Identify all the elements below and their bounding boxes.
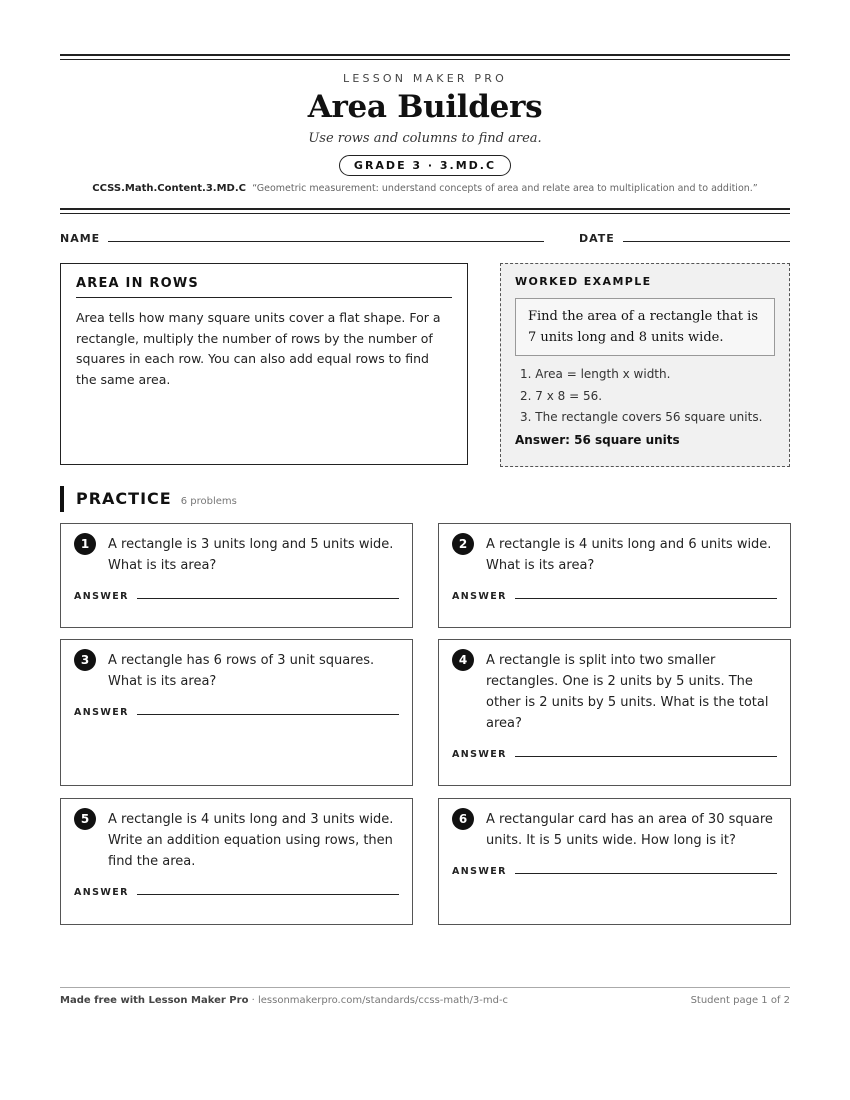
- answer-label: ANSWER: [74, 887, 129, 898]
- answer-row: [452, 591, 777, 602]
- worked-example-step: 2. 7 x 8 = 56.: [520, 388, 603, 403]
- answer-row: [452, 749, 777, 760]
- name-label: NAME: [60, 232, 101, 245]
- practice-heading: [60, 486, 790, 512]
- answer-label: ANSWER: [74, 591, 129, 602]
- practice-count: 6 problems: [180, 496, 237, 507]
- answer-label: ANSWER: [452, 749, 507, 760]
- brand-name: LESSON MAKER PRO: [343, 72, 507, 85]
- problem-number-badge: 6: [452, 808, 474, 830]
- intro-section: [60, 263, 790, 467]
- answer-field[interactable]: [137, 894, 399, 895]
- problem-card-2: [438, 523, 791, 628]
- problem-number-badge: 3: [74, 649, 96, 671]
- standard-description: “Geometric measurement: understand concepts of area and relate area to multiplication and to addition.”: [252, 183, 758, 194]
- problem-number-badge: 4: [452, 649, 474, 671]
- page-title: Area Builders: [307, 89, 543, 125]
- footer-made-with: Made free with Lesson Maker Pro: [60, 995, 249, 1006]
- concept-body: Area tells how many square units cover a flat shape. For a rectangle, multiply the number of rows by the number of squares in each row. You can also add equal rows to find the same area.: [76, 310, 441, 387]
- worked-example-step: 3. The rectangle covers 56 square units.: [520, 410, 763, 424]
- problem-text: A rectangular card has an area of 30 square units. It is 5 units wide. How long is it?: [486, 812, 773, 848]
- concept-box: [60, 263, 468, 465]
- date-label: DATE: [579, 232, 615, 245]
- answer-row: [452, 866, 777, 877]
- problem-card-1: [60, 523, 413, 628]
- problem-number-badge: 1: [74, 533, 96, 555]
- practice-title: PRACTICE: [76, 489, 172, 508]
- concept-heading: AREA IN ROWS: [76, 276, 452, 298]
- problem-grid: [60, 523, 790, 925]
- standard-code: CCSS.Math.Content.3.MD.C: [92, 183, 246, 194]
- problem-number-badge: 2: [452, 533, 474, 555]
- footer-credit: [60, 995, 508, 1006]
- answer-field[interactable]: [137, 714, 399, 715]
- page-subtitle: Use rows and columns to find area.: [308, 131, 542, 146]
- problem-text: A rectangle is 3 units long and 5 units wide. What is its area?: [108, 537, 394, 573]
- answer-field[interactable]: [137, 598, 399, 599]
- worksheet-header: [60, 72, 790, 194]
- answer-label: ANSWER: [74, 707, 129, 718]
- worked-example-steps: [515, 364, 775, 429]
- worked-example-answer: Answer: 56 square units: [515, 432, 680, 447]
- header-rule-top: [60, 54, 790, 60]
- answer-label: ANSWER: [452, 866, 507, 877]
- header-rule-bottom: [60, 208, 790, 214]
- worked-example-step: 1. Area = length x width.: [520, 367, 671, 381]
- answer-row: [74, 707, 399, 718]
- page-footer: [60, 987, 790, 1006]
- answer-label: ANSWER: [452, 591, 507, 602]
- answer-field[interactable]: [515, 756, 777, 757]
- problem-text: A rectangle has 6 rows of 3 unit squares. What is its area?: [108, 653, 375, 689]
- problem-number-badge: 5: [74, 808, 96, 830]
- answer-field[interactable]: [515, 873, 777, 874]
- name-date-row: [60, 232, 790, 245]
- worked-example-problem: Find the area of a rectangle that is 7 units long and 8 units wide.: [515, 298, 775, 356]
- worked-example-heading: WORKED EXAMPLE: [515, 275, 652, 288]
- grade-badge: GRADE 3 · 3.MD.C: [339, 155, 511, 176]
- name-field[interactable]: [108, 241, 544, 242]
- worksheet-page: [60, 54, 790, 925]
- problem-text: A rectangle is 4 units long and 3 units wide. Write an addition equation using rows, then find the area.: [108, 812, 394, 869]
- problem-card-4: [438, 639, 791, 786]
- problem-card-5: [60, 798, 413, 925]
- problem-text: A rectangle is 4 units long and 6 units wide. What is its area?: [486, 537, 772, 573]
- answer-row: [74, 887, 399, 898]
- answer-row: [74, 591, 399, 602]
- worked-example-box: [500, 263, 790, 467]
- standard-line: [60, 183, 790, 194]
- problem-text: A rectangle is split into two smaller rectangles. One is 2 units by 5 units. The other is 2 units by 5 units. What is the total area?: [486, 653, 769, 731]
- footer-url[interactable]: · lessonmakerpro.com/standards/ccss-math/3-md-c: [248, 995, 509, 1006]
- footer-page-number: Student page 1 of 2: [690, 995, 790, 1006]
- problem-card-3: [60, 639, 413, 786]
- problem-card-6: [438, 798, 791, 925]
- date-field[interactable]: [623, 241, 790, 242]
- answer-field[interactable]: [515, 598, 777, 599]
